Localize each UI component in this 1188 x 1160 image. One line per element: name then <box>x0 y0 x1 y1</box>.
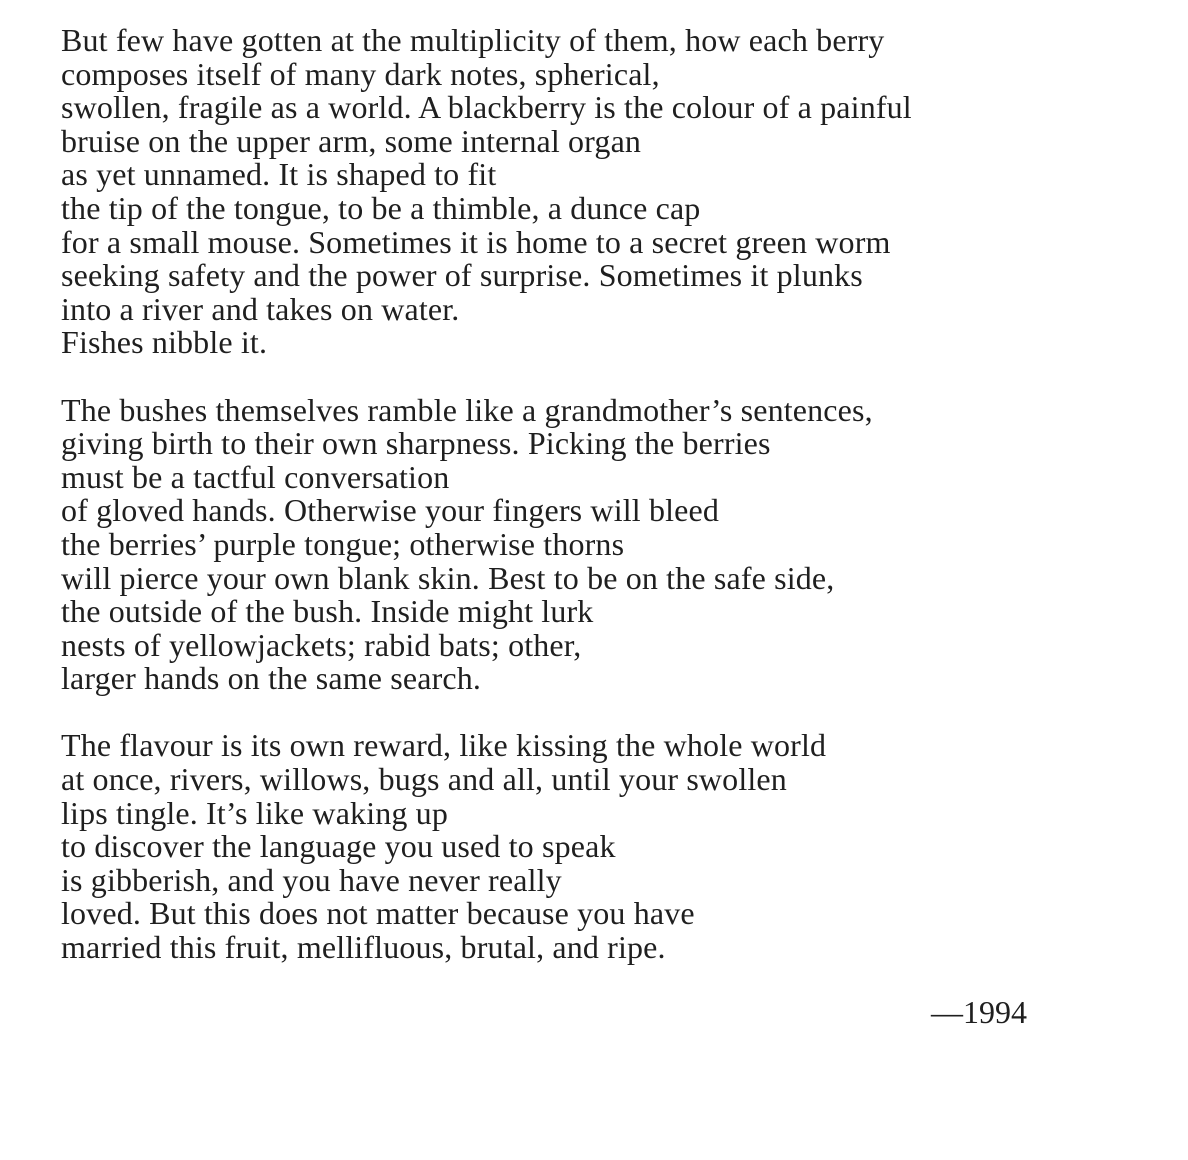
poem-line: of gloved hands. Otherwise your fingers will bleed <box>61 492 720 529</box>
poem-line: swollen, fragile as a world. A blackberry is the colour of a painful <box>61 89 912 126</box>
poem-line: seeking safety and the power of surprise. Sometimes it plunks <box>61 257 863 294</box>
poem-line: nests of yellowjackets; rabid bats; other, <box>61 626 582 663</box>
poem-line: the berries’ purple tongue; otherwise thorns <box>61 525 625 562</box>
poem-line: The flavour is its own reward, like kissing the whole world <box>61 727 827 764</box>
poem-line: as yet unnamed. It is shaped to fit <box>61 156 497 193</box>
poem-line: the outside of the bush. Inside might lurk <box>61 593 594 630</box>
poem-line: lips tingle. It’s like waking up <box>61 794 448 831</box>
poem-line: the tip of the tongue, to be a thimble, a dunce cap <box>61 189 701 226</box>
poem-line: composes itself of many dark notes, spherical, <box>61 55 660 92</box>
poem-line: into a river and takes on water. <box>61 290 460 327</box>
poem-line: Fishes nibble it. <box>61 324 268 361</box>
stanza-2 <box>61 391 1061 697</box>
poem-date: —1994 <box>931 994 1027 1030</box>
poem-line: to discover the language you used to speak <box>61 828 616 865</box>
poem-line: married this fruit, mellifluous, brutal, and ripe. <box>61 929 666 966</box>
poem-line: bruise on the upper arm, some internal organ <box>61 122 642 159</box>
poem-line: giving birth to their own sharpness. Picking the berries <box>61 425 771 462</box>
poem-line: loved. But this does not matter because you have <box>61 895 695 932</box>
stanza-3 <box>61 729 1061 964</box>
poem-line: The bushes themselves ramble like a grandmother’s sentences, <box>61 391 873 428</box>
poem-line: must be a tactful conversation <box>61 458 450 495</box>
stanza-1 <box>61 24 1061 360</box>
poem-line: at once, rivers, willows, bugs and all, until your swollen <box>61 761 787 798</box>
poem <box>61 24 1061 998</box>
poem-line: But few have gotten at the multiplicity of them, how each berry <box>61 22 885 58</box>
poem-line: is gibberish, and you have never really <box>61 861 562 898</box>
poem-line: will pierce your own blank skin. Best to be on the safe side, <box>61 559 835 596</box>
poem-line: for a small mouse. Sometimes it is home to a secret green worm <box>61 223 891 260</box>
poem-line: larger hands on the same search. <box>61 660 482 697</box>
